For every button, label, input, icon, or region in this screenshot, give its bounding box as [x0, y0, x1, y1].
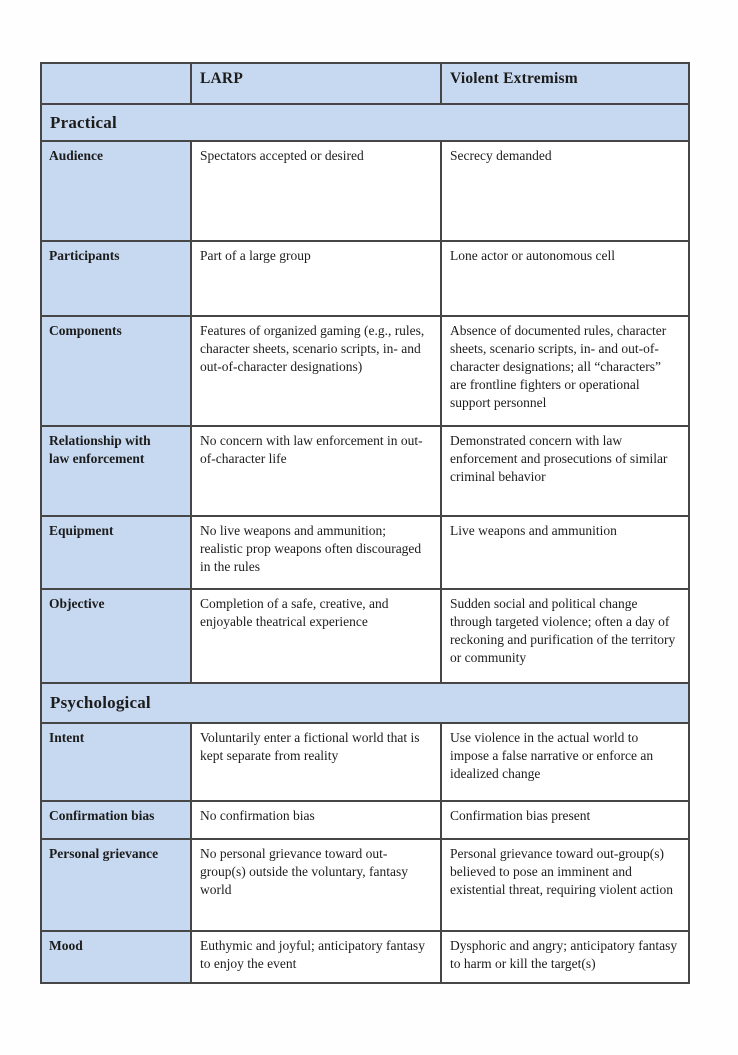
extremism-cell: Lone actor or autonomous cell — [441, 241, 689, 316]
corner-cell — [41, 63, 191, 104]
larp-cell: Part of a large group — [191, 241, 441, 316]
larp-cell: No confirmation bias — [191, 801, 441, 839]
extremism-cell: Dysphoric and angry; anticipatory fantasy to harm or kill the target(s) — [441, 931, 689, 983]
larp-cell: Spectators accepted or desired — [191, 141, 441, 241]
row-label-cell: Equipment — [41, 516, 191, 589]
row-label-cell: Mood — [41, 931, 191, 983]
table-row — [41, 241, 689, 316]
row-label-cell: Personal grievance — [41, 839, 191, 931]
table-row — [41, 589, 689, 683]
extremism-cell: Absence of documented rules, character sheets, scenario scripts, in- and out-of-character designations; all “characters” are frontline fighters or operational support personnel — [441, 316, 689, 426]
extremism-cell: Secrecy demanded — [441, 141, 689, 241]
extremism-cell: Sudden social and political change through targeted violence; often a day of reckoning and purification of the territory or community — [441, 589, 689, 683]
row-label-cell: Intent — [41, 723, 191, 801]
larp-cell: No personal grievance toward out-group(s) outside the voluntary, fantasy world — [191, 839, 441, 931]
table-row — [41, 931, 689, 983]
row-label-cell: Relationship with law enforcement — [41, 426, 191, 516]
table-row — [41, 426, 689, 516]
table-row — [41, 316, 689, 426]
column-header-larp: LARP — [191, 63, 441, 104]
section-row-psychological — [41, 683, 689, 723]
table-row — [41, 723, 689, 801]
larp-cell: No live weapons and ammunition; realistic prop weapons often discouraged in the rules — [191, 516, 441, 589]
column-header-violent-extremism: Violent Extremism — [441, 63, 689, 104]
larp-cell: Euthymic and joyful; anticipatory fantasy to enjoy the event — [191, 931, 441, 983]
extremism-cell: Confirmation bias present — [441, 801, 689, 839]
extremism-cell: Use violence in the actual world to impose a false narrative or enforce an idealized change — [441, 723, 689, 801]
row-label-cell: Objective — [41, 589, 191, 683]
row-label-cell: Components — [41, 316, 191, 426]
header-row — [41, 63, 689, 104]
extremism-cell: Personal grievance toward out-group(s) believed to pose an imminent and existential threat, requiring violent action — [441, 839, 689, 931]
section-header: Practical — [41, 104, 689, 141]
row-label-cell: Audience — [41, 141, 191, 241]
extremism-cell: Live weapons and ammunition — [441, 516, 689, 589]
larp-cell: No concern with law enforcement in out-of-character life — [191, 426, 441, 516]
larp-cell: Voluntarily enter a fictional world that is kept separate from reality — [191, 723, 441, 801]
row-label-cell: Confirmation bias — [41, 801, 191, 839]
larp-cell: Completion of a safe, creative, and enjoyable theatrical experience — [191, 589, 441, 683]
table-row — [41, 839, 689, 931]
larp-cell: Features of organized gaming (e.g., rules, character sheets, scenario scripts, in- and out-of-character designations) — [191, 316, 441, 426]
section-row-practical — [41, 104, 689, 141]
table-row — [41, 516, 689, 589]
section-header: Psychological — [41, 683, 689, 723]
row-label-cell: Participants — [41, 241, 191, 316]
comparison-table — [40, 62, 690, 984]
extremism-cell: Demonstrated concern with law enforcement and prosecutions of similar criminal behavior — [441, 426, 689, 516]
table-row — [41, 801, 689, 839]
table-row — [41, 141, 689, 241]
